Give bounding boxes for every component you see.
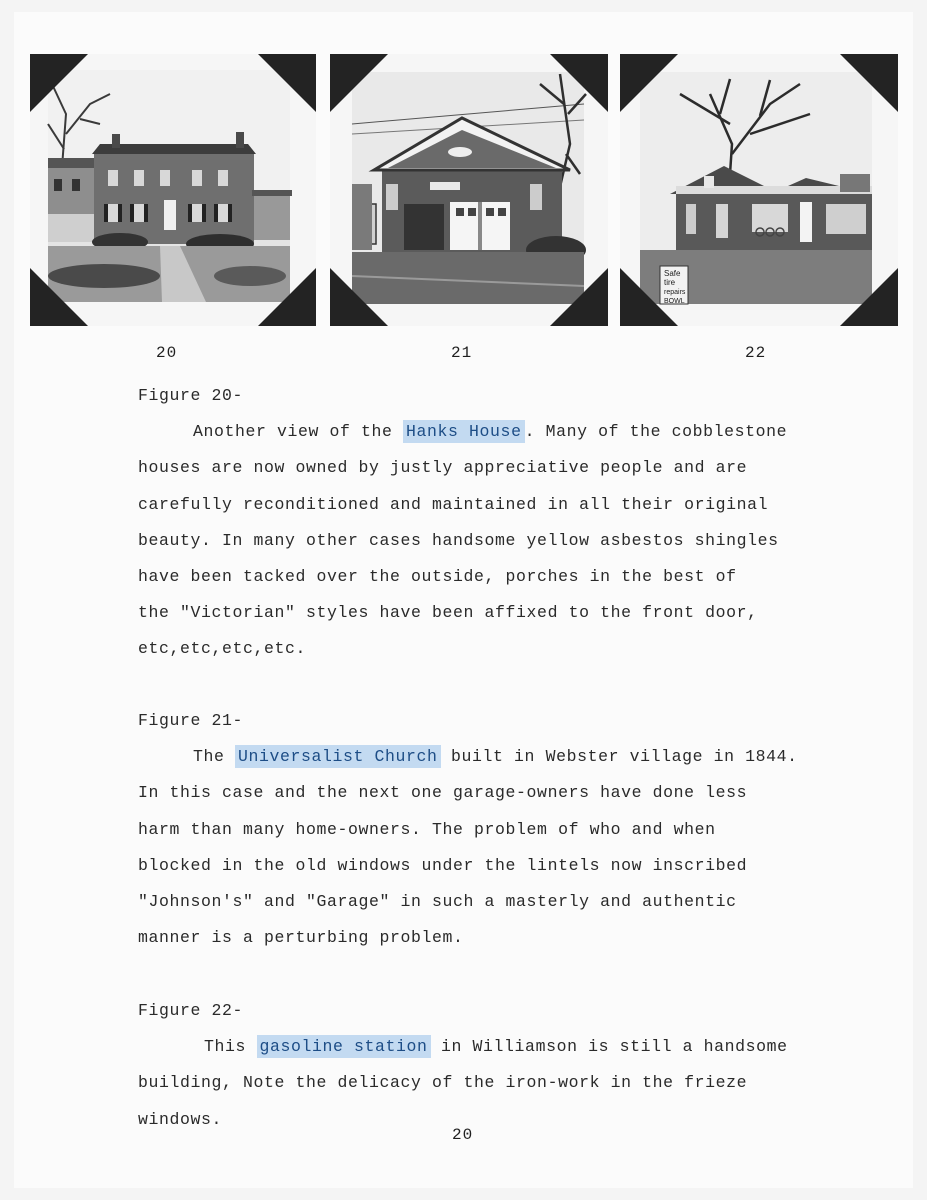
highlighted-term[interactable]: gasoline station [257,1035,431,1058]
caption-line: houses are now owned by justly appreciative people and are [138,458,748,478]
photo-number-20: 20 [156,344,178,362]
caption-line: manner is a perturbing problem. [138,928,464,948]
photo-universalist-church [330,54,608,326]
sign-line-3: repairs [664,289,686,296]
text-run: This [204,1037,257,1057]
sign-line-1: Safe [664,269,681,278]
highlighted-term[interactable]: Universalist Church [235,745,441,768]
highlighted-term[interactable]: Hanks House [403,420,525,443]
caption-line [138,1029,858,1065]
text-run: The [193,747,236,767]
caption-line: "Johnson's" and "Garage" in such a masterly and authentic [138,891,737,911]
figure-20-caption [138,378,858,668]
caption-line: beauty. In many other cases handsome yellow asbestos shingles [138,530,779,550]
figure-heading: Figure 22- [138,1001,244,1020]
caption-line: the "Victorian" styles have been affixed to the front door, [138,603,758,623]
photo-number-21: 21 [451,344,473,362]
photo-gasoline-station [620,54,898,326]
caption-line: etc,etc,etc,etc. [138,639,307,659]
figure-22-caption [138,993,858,1138]
caption-line: harm than many home-owners. The problem of who and when [138,819,716,839]
document-page [14,12,913,1188]
caption-line [138,739,858,775]
figure-21-caption [138,703,858,956]
caption-line: blocked in the old windows under the lintels now inscribed [138,855,748,875]
caption-line: building, Note the delicacy of the iron-work in the frieze [138,1073,748,1093]
photo-hanks-house [30,54,316,326]
text-run: Another view of the [193,422,404,442]
page-number: 20 [452,1126,474,1144]
text-run: in Williamson is still a handsome [430,1037,788,1057]
sign-line-2: tire [664,278,676,287]
caption-line: windows. [138,1109,223,1129]
figure-heading: Figure 21- [138,711,244,730]
sign-line-4: BOWL [664,298,685,305]
text-run: built in Webster village in 1844. [440,747,798,767]
figure-heading: Figure 20- [138,386,244,405]
caption-line: In this case and the next one garage-owners have done less [138,783,748,803]
caption-line [138,414,858,450]
photo-number-22: 22 [745,344,767,362]
text-run: . Many of the cobblestone [524,422,788,442]
caption-line: have been tacked over the outside, porches in the best of [138,566,737,586]
caption-line: carefully reconditioned and maintained in all their original [138,494,769,514]
